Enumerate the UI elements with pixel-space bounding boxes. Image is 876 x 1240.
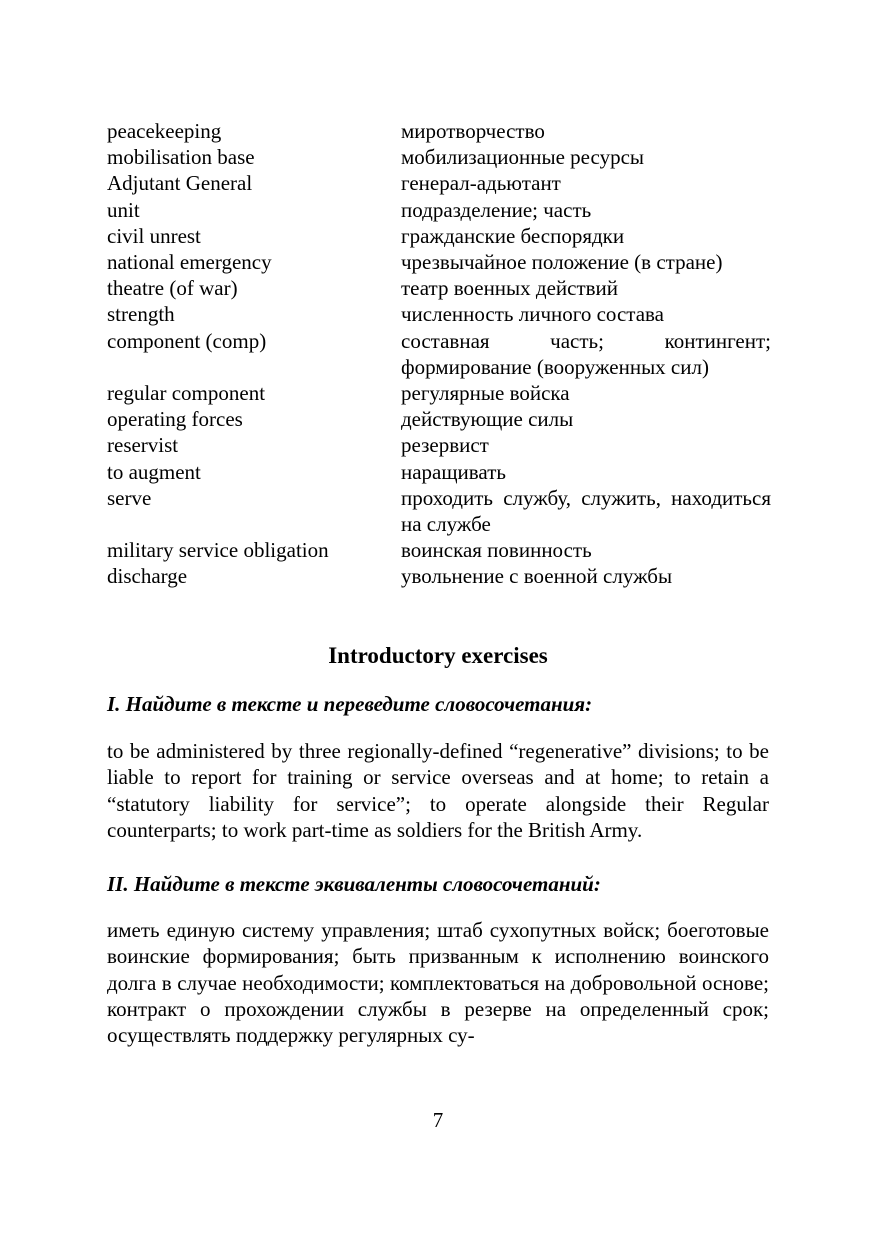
glossary-row [107, 249, 777, 275]
glossary-definition: миротворчество [401, 119, 545, 143]
glossary-row [107, 432, 777, 458]
glossary-definition: составная часть; контингент; формирование (вооруженных сил) [401, 328, 771, 379]
exercise-2-heading: II. Найдите в тексте эквиваленты словосочетаний: [107, 872, 601, 896]
glossary-row [107, 118, 777, 144]
glossary-row [107, 537, 777, 563]
glossary-row [107, 328, 777, 380]
glossary-term: unit [107, 197, 140, 222]
glossary-row [107, 485, 777, 537]
glossary-row [107, 223, 777, 249]
glossary-definition: генерал-адьютант [401, 171, 561, 196]
section-title: Introductory exercises [328, 643, 548, 668]
glossary-row [107, 275, 777, 301]
glossary-term: mobilisation base [107, 145, 255, 170]
glossary-definition: регулярные войска [401, 381, 570, 406]
glossary-row [107, 301, 777, 327]
glossary-term: serve [107, 485, 152, 510]
glossary-row [107, 380, 777, 406]
glossary-term: civil unrest [107, 223, 201, 248]
glossary-term: national emergency [107, 250, 272, 275]
glossary-row [107, 459, 777, 485]
page-number: 7 [432, 1108, 444, 1132]
glossary-term: strength [107, 302, 175, 327]
glossary-definition: театр военных действий [401, 276, 619, 301]
glossary-row [107, 406, 777, 432]
glossary-term: theatre (of war) [107, 276, 238, 301]
glossary-definition: действующие силы [401, 407, 574, 432]
glossary-row [107, 197, 777, 223]
glossary-row [107, 144, 777, 170]
glossary-definition: резервист [401, 433, 489, 458]
glossary-term: discharge [107, 564, 188, 589]
glossary-definition: увольнение с военной службы [401, 564, 673, 589]
glossary-row [107, 563, 777, 589]
glossary-definition: подразделение; часть [401, 197, 592, 222]
glossary-definition: мобилизационные ресурсы [401, 145, 644, 170]
glossary-definition: чрезвычайное положение (в стране) [401, 250, 723, 275]
glossary-term: military service obligation [107, 538, 329, 563]
glossary-term: peacekeeping [107, 119, 222, 143]
glossary-term: Adjutant General [107, 171, 253, 196]
glossary-list [107, 118, 777, 590]
glossary-term: reservist [107, 433, 179, 458]
glossary-definition: гражданские беспорядки [401, 223, 625, 248]
glossary-definition: воинская повинность [401, 538, 592, 563]
glossary-row [107, 170, 777, 196]
glossary-definition: численность личного состава [401, 302, 664, 327]
glossary-term: component (comp) [107, 328, 267, 353]
glossary-term: operating forces [107, 407, 243, 432]
exercise-1-heading: I. Найдите в тексте и переведите словосочетания: [107, 692, 593, 716]
glossary-definition: проходить службу, служить, находиться на службе [401, 485, 771, 537]
glossary-definition: наращивать [401, 459, 506, 484]
glossary-term: to augment [107, 459, 201, 484]
glossary-term: regular component [107, 381, 266, 406]
exercise-2-text: иметь единую систему управления; штаб сухопутных войск; боеготовые воинские формирования; быть призванным к исполнению воинского долга в случае необходимости; комплектоваться на добровольной основе; контракт о прохождении службы в резерве на определенный срок; осуществлять поддержку регулярных су- [107, 918, 769, 1048]
exercise-1-text: to be administered by three regionally-defined “regenerative” divisions; to be liable to report for training or service overseas and at home; to retain a “statutory liability for service”; to operate alongside their Regular counterparts; to work part-time as soldiers for the British Army. [107, 739, 769, 842]
